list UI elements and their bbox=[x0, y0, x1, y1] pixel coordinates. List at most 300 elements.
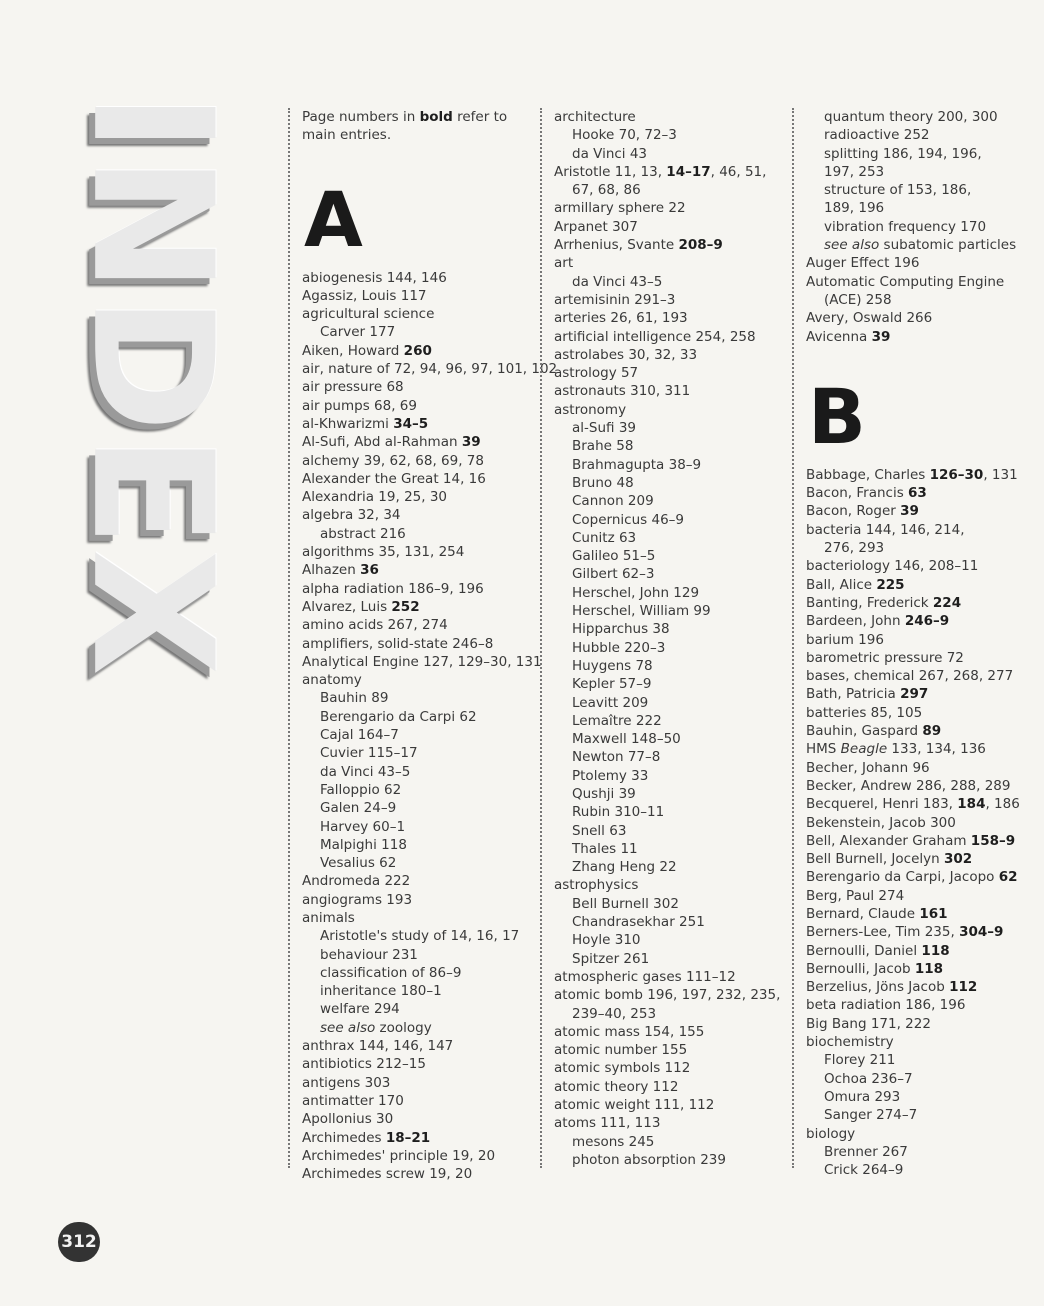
entry-text: Bernoulli, Daniel bbox=[806, 942, 922, 959]
entry-text: al-Khwarizmi bbox=[302, 415, 394, 432]
main-entry-page-ref: 36 bbox=[360, 562, 379, 579]
entry-text: Alhazen bbox=[302, 562, 361, 579]
entry-text: arteries 26, 61, 193 bbox=[554, 310, 688, 327]
entry-text: Brahmagupta 38–9 bbox=[572, 456, 702, 473]
index-subentry bbox=[554, 858, 790, 876]
entry-text: 197, 253 bbox=[824, 163, 885, 180]
entry-text: Crick 264–9 bbox=[824, 1162, 904, 1179]
entry-text: Becher, Johann 96 bbox=[806, 759, 930, 776]
index-subentry bbox=[554, 437, 790, 455]
index-subentry bbox=[554, 474, 790, 492]
entry-text: Alexandria 19, 25, 30 bbox=[302, 489, 448, 506]
entry-text: Herschel, John 129 bbox=[572, 584, 700, 601]
entry-text: atomic weight 111, 112 bbox=[554, 1097, 715, 1114]
entry-text: bases, chemical 267, 268, 277 bbox=[806, 668, 1014, 685]
entry-text: al-Sufi 39 bbox=[572, 420, 636, 437]
index-subentry bbox=[554, 712, 790, 730]
main-entry-page-ref: 18–21 bbox=[385, 1129, 431, 1146]
index-entry bbox=[302, 1110, 542, 1128]
index-subentry bbox=[806, 236, 1036, 254]
entry-text: Hooke 70, 72–3 bbox=[572, 127, 677, 144]
index-entry bbox=[302, 488, 542, 506]
entry-italic-text: Beagle bbox=[840, 741, 888, 758]
index-subentry bbox=[806, 218, 1036, 236]
main-entry-page-ref: 34–5 bbox=[393, 415, 429, 432]
entry-text: Banting, Frederick bbox=[806, 594, 933, 611]
entry-text: antibiotics 212–15 bbox=[302, 1056, 426, 1073]
index-entry bbox=[554, 986, 790, 1004]
index-subentry bbox=[302, 799, 542, 817]
entry-text: mesons 245 bbox=[572, 1133, 655, 1150]
main-entry-page-ref: 260 bbox=[403, 342, 432, 359]
entry-text: anatomy bbox=[302, 672, 362, 689]
entry-text: Hubble 220–3 bbox=[572, 639, 666, 656]
entry-text: abiogenesis 144, 146 bbox=[302, 269, 447, 286]
index-entry bbox=[302, 397, 542, 415]
entry-text: Rubin 310–11 bbox=[572, 804, 665, 821]
entry-text: art bbox=[554, 255, 574, 272]
index-subentry bbox=[554, 602, 790, 620]
index-entry bbox=[302, 671, 542, 689]
index-entry bbox=[806, 309, 1036, 327]
entry-text: Automatic Computing Engine bbox=[806, 273, 1005, 290]
entry-text: astronomy bbox=[554, 401, 627, 418]
index-entry bbox=[554, 254, 790, 272]
entry-text: 67, 68, 86 bbox=[572, 182, 641, 199]
entry-text: vibration frequency 170 bbox=[824, 218, 987, 235]
index-intro-note bbox=[302, 108, 522, 145]
entry-text: Berengario da Carpi 62 bbox=[320, 708, 477, 725]
entry-text: Berengario da Carpi, Jacopo bbox=[806, 869, 999, 886]
index-entry bbox=[554, 218, 790, 236]
entry-text: Arrhenius, Svante bbox=[554, 237, 679, 254]
index-entry bbox=[806, 484, 1036, 502]
index-subentry bbox=[302, 1019, 542, 1037]
entry-text: bacteriology 146, 208–11 bbox=[806, 558, 979, 575]
entry-text: Apollonius 30 bbox=[302, 1111, 394, 1128]
entry-text: atmospheric gases 111–12 bbox=[554, 968, 736, 985]
main-entry-page-ref: 304–9 bbox=[959, 924, 1004, 941]
index-entry bbox=[554, 382, 790, 400]
entry-text: welfare 294 bbox=[320, 1001, 400, 1018]
index-entry bbox=[806, 594, 1036, 612]
entry-text: 239–40, 253 bbox=[572, 1005, 657, 1022]
index-entry bbox=[806, 832, 1036, 850]
entry-text: Hoyle 310 bbox=[572, 932, 641, 949]
index-entry bbox=[554, 876, 790, 894]
main-entry-page-ref: 297 bbox=[900, 686, 929, 703]
index-entry bbox=[302, 287, 542, 305]
entry-text: Bell Burnell, Jocelyn bbox=[806, 851, 944, 868]
entry-text: Ptolemy 33 bbox=[572, 767, 649, 784]
index-subentry bbox=[554, 419, 790, 437]
index-subentry bbox=[554, 785, 790, 803]
index-subentry bbox=[554, 273, 790, 291]
index-entry bbox=[806, 722, 1036, 740]
entry-text: atomic theory 112 bbox=[554, 1078, 679, 1095]
index-subentry bbox=[302, 1000, 542, 1018]
entry-text: Newton 77–8 bbox=[572, 749, 661, 766]
entry-text: Ball, Alice bbox=[806, 576, 877, 593]
entry-text: Kepler 57–9 bbox=[572, 676, 652, 693]
index-entry bbox=[302, 1165, 542, 1183]
entry-text: Analytical Engine 127, 129–30, 131 bbox=[302, 653, 542, 670]
index-entry bbox=[806, 273, 1036, 291]
entry-text: astronauts 310, 311 bbox=[554, 383, 691, 400]
index-subentry bbox=[554, 547, 790, 565]
entry-text: atoms 111, 113 bbox=[554, 1115, 661, 1132]
index-subentry bbox=[554, 895, 790, 913]
main-entry-page-ref: 126–30 bbox=[929, 466, 984, 483]
index-entry bbox=[554, 1096, 790, 1114]
index-subentry bbox=[554, 913, 790, 931]
index-subentry bbox=[806, 1161, 1036, 1179]
index-subentry bbox=[806, 145, 1036, 163]
index-subentry bbox=[302, 836, 542, 854]
entry-text: artificial intelligence 254, 258 bbox=[554, 328, 756, 345]
index-subentry bbox=[302, 982, 542, 1000]
index-entry bbox=[806, 1125, 1036, 1143]
entry-text: air pumps 68, 69 bbox=[302, 397, 417, 414]
entry-text: Brenner 267 bbox=[824, 1143, 908, 1160]
index-subentry bbox=[302, 708, 542, 726]
entry-text: Herschel, William 99 bbox=[572, 603, 711, 620]
entry-text: Bath, Patricia bbox=[806, 686, 901, 703]
index-entry bbox=[302, 616, 542, 634]
index-entry bbox=[806, 814, 1036, 832]
entry-text: Bardeen, John bbox=[806, 613, 905, 630]
index-subentry bbox=[302, 781, 542, 799]
index-entry bbox=[806, 978, 1036, 996]
main-entry-page-ref: 246–9 bbox=[904, 613, 950, 630]
index-subentry bbox=[806, 1088, 1036, 1106]
main-entry-page-ref: 184 bbox=[957, 796, 986, 813]
index-entry bbox=[806, 923, 1036, 941]
index-entry bbox=[302, 561, 542, 579]
entry-text: biochemistry bbox=[806, 1034, 894, 1051]
index-entry bbox=[806, 254, 1036, 272]
entry-text: Carver 177 bbox=[320, 324, 396, 341]
entry-text: , 186 bbox=[985, 796, 1020, 813]
index-subentry bbox=[554, 126, 790, 144]
entry-text: abstract 216 bbox=[320, 525, 406, 542]
index-subentry bbox=[554, 584, 790, 602]
index-subentry bbox=[806, 199, 1036, 217]
entry-text: Aristotle 11, 13, bbox=[554, 163, 667, 180]
entry-text: Cuvier 115–17 bbox=[320, 745, 418, 762]
entry-text: Bacon, Roger bbox=[806, 503, 901, 520]
index-entry bbox=[806, 777, 1036, 795]
index-entry bbox=[806, 685, 1036, 703]
entry-text: Bernoulli, Jacob bbox=[806, 960, 915, 977]
index-subentry bbox=[806, 181, 1036, 199]
index-entry bbox=[806, 759, 1036, 777]
entry-text: astrology 57 bbox=[554, 365, 639, 382]
entry-text: photon absorption 239 bbox=[572, 1151, 726, 1168]
intro-bold-word: bold bbox=[419, 109, 453, 125]
entry-text: structure of 153, 186, bbox=[824, 182, 972, 199]
entry-text: Archimedes bbox=[302, 1129, 386, 1146]
index-entry bbox=[554, 291, 790, 309]
entry-text: Big Bang 171, 222 bbox=[806, 1015, 931, 1032]
entry-text: bacteria 144, 146, 214, bbox=[806, 521, 965, 538]
entry-text: beta radiation 186, 196 bbox=[806, 997, 966, 1014]
entry-text: Zhang Heng 22 bbox=[572, 859, 677, 876]
index-entry bbox=[302, 1147, 542, 1165]
entry-text: Archimedes' principle 19, 20 bbox=[302, 1147, 496, 1164]
entry-text: atomic symbols 112 bbox=[554, 1060, 691, 1077]
index-subentry bbox=[554, 767, 790, 785]
main-entry-page-ref: 39 bbox=[871, 328, 891, 345]
entry-text: batteries 85, 105 bbox=[806, 704, 923, 721]
index-entry bbox=[302, 1129, 542, 1147]
index-entry bbox=[806, 557, 1036, 575]
entry-text: biology bbox=[806, 1125, 856, 1142]
entry-text: barometric pressure 72 bbox=[806, 649, 964, 666]
index-entry bbox=[554, 199, 790, 217]
entry-text: splitting 186, 194, 196, bbox=[824, 145, 982, 162]
entry-text: Ochoa 236–7 bbox=[824, 1070, 913, 1087]
index-entry bbox=[302, 598, 542, 616]
index-entry bbox=[806, 631, 1036, 649]
entry-text: Copernicus 46–9 bbox=[572, 511, 685, 528]
index-entry bbox=[554, 328, 790, 346]
intro-text: Page numbers in bbox=[302, 109, 420, 125]
entry-text: Omura 293 bbox=[824, 1088, 901, 1105]
entry-text: Auger Effect 196 bbox=[806, 255, 920, 272]
index-subentry bbox=[554, 748, 790, 766]
main-entry-page-ref: 39 bbox=[900, 503, 919, 520]
index-entry bbox=[302, 891, 542, 909]
index-entry bbox=[302, 580, 542, 598]
index-subentry bbox=[554, 950, 790, 968]
index-subentry bbox=[302, 946, 542, 964]
entry-text: animals bbox=[302, 909, 355, 926]
entry-text: (ACE) 258 bbox=[824, 291, 892, 308]
entry-text: inheritance 180–1 bbox=[320, 983, 442, 1000]
entry-text: Spitzer 261 bbox=[572, 950, 650, 967]
index-subentry bbox=[806, 1143, 1036, 1161]
index-entry bbox=[302, 342, 542, 360]
index-subentry bbox=[302, 927, 542, 945]
index-entry bbox=[806, 996, 1036, 1014]
index-entry bbox=[806, 576, 1036, 594]
entry-text: Leavitt 209 bbox=[572, 694, 649, 711]
index-entry bbox=[806, 704, 1036, 722]
entry-text: astrolabes 30, 32, 33 bbox=[554, 346, 698, 363]
index-entry bbox=[806, 905, 1036, 923]
entry-text: Bruno 48 bbox=[572, 474, 634, 491]
entry-text: Berzelius, Jöns Jacob bbox=[806, 979, 950, 996]
index-entry bbox=[302, 1037, 542, 1055]
index-subentry bbox=[554, 657, 790, 675]
entry-text: da Vinci 43–5 bbox=[572, 273, 663, 290]
index-subentry bbox=[302, 689, 542, 707]
index-subentry bbox=[554, 181, 790, 199]
index-entry bbox=[302, 470, 542, 488]
index-entry bbox=[806, 502, 1036, 520]
index-entry bbox=[806, 328, 1036, 346]
index-entry bbox=[554, 346, 790, 364]
index-title-strip bbox=[42, 91, 262, 679]
index-entry bbox=[302, 653, 542, 671]
entry-text: Alexander the Great 14, 16 bbox=[302, 470, 486, 487]
index-column-2 bbox=[540, 108, 790, 1168]
entry-text: atomic number 155 bbox=[554, 1042, 688, 1059]
main-entry-page-ref: 39 bbox=[461, 434, 481, 451]
index-entry bbox=[554, 401, 790, 419]
index-entry bbox=[806, 649, 1036, 667]
index-subentry bbox=[302, 964, 542, 982]
entry-text: Becquerel, Henri 183, bbox=[806, 796, 958, 813]
entry-text: Vesalius 62 bbox=[320, 855, 397, 872]
index-entry bbox=[806, 612, 1036, 630]
index-subentry bbox=[806, 1070, 1036, 1088]
main-entry-page-ref: 224 bbox=[932, 594, 962, 611]
entry-text: Bekenstein, Jacob 300 bbox=[806, 814, 956, 831]
entry-text: Cannon 209 bbox=[572, 493, 654, 510]
main-entry-page-ref: 14–17 bbox=[666, 163, 711, 180]
index-entry bbox=[302, 269, 542, 287]
entry-text: amplifiers, solid-state 246–8 bbox=[302, 635, 494, 652]
index-entry bbox=[302, 1074, 542, 1092]
entry-text: Avery, Oswald 266 bbox=[806, 310, 933, 327]
index-entry bbox=[554, 364, 790, 382]
entry-text: algebra 32, 34 bbox=[302, 507, 401, 524]
entry-text: da Vinci 43–5 bbox=[320, 763, 411, 780]
index-entry bbox=[554, 236, 790, 254]
entry-text: Malpighi 118 bbox=[320, 836, 407, 853]
entry-text: da Vinci 43 bbox=[572, 145, 648, 162]
entry-text: Berg, Paul 274 bbox=[806, 887, 905, 904]
entry-text: air pressure 68 bbox=[302, 379, 404, 396]
index-subentry bbox=[554, 529, 790, 547]
entry-text: antigens 303 bbox=[302, 1074, 391, 1091]
entry-text: Arpanet 307 bbox=[554, 218, 638, 235]
index-subentry bbox=[554, 694, 790, 712]
entry-text: Becker, Andrew 286, 288, 289 bbox=[806, 777, 1011, 794]
entry-text: Cunitz 63 bbox=[572, 529, 637, 546]
index-subentry bbox=[554, 803, 790, 821]
index-entry bbox=[554, 1023, 790, 1041]
index-entry bbox=[806, 521, 1036, 539]
index-subentry bbox=[302, 744, 542, 762]
index-subentry bbox=[302, 818, 542, 836]
index-entry bbox=[302, 415, 542, 433]
entry-text: Hipparchus 38 bbox=[572, 621, 670, 638]
main-entry-page-ref: 302 bbox=[944, 851, 973, 868]
index-subentry bbox=[806, 126, 1036, 144]
index-subentry bbox=[554, 511, 790, 529]
entry-text: quantum theory 200, 300 bbox=[824, 109, 998, 125]
entry-text: , 46, 51, bbox=[710, 163, 767, 180]
entry-text: algorithms 35, 131, 254 bbox=[302, 544, 465, 561]
entry-text: Brahe 58 bbox=[572, 438, 634, 455]
index-subentry bbox=[806, 1051, 1036, 1069]
index-subentry bbox=[302, 525, 542, 543]
index-entry bbox=[806, 795, 1036, 813]
entry-text: HMS bbox=[806, 741, 841, 758]
entry-text: Archimedes screw 19, 20 bbox=[302, 1166, 473, 1183]
entry-text: anthrax 144, 146, 147 bbox=[302, 1038, 454, 1055]
entry-text: Harvey 60–1 bbox=[320, 818, 406, 835]
main-entry-page-ref: 63 bbox=[908, 485, 927, 502]
entry-text: Huygens 78 bbox=[572, 657, 653, 674]
entry-text: Bell, Alexander Graham bbox=[806, 832, 971, 849]
index-subentry bbox=[554, 675, 790, 693]
entry-text: Qushji 39 bbox=[572, 785, 636, 802]
index-entry bbox=[302, 378, 542, 396]
main-entry-page-ref: 158–9 bbox=[970, 832, 1016, 849]
entry-text: Babbage, Charles bbox=[806, 466, 930, 483]
entry-text: Galileo 51–5 bbox=[572, 548, 656, 565]
entry-text: Bacon, Francis bbox=[806, 485, 909, 502]
index-subentry bbox=[554, 1151, 790, 1169]
main-entry-page-ref: 161 bbox=[919, 905, 948, 922]
entry-text: Gilbert 62–3 bbox=[572, 566, 655, 583]
index-subentry bbox=[806, 108, 1036, 126]
entry-text: atomic mass 154, 155 bbox=[554, 1023, 705, 1040]
entry-text: Bauhin 89 bbox=[320, 690, 389, 707]
index-entry bbox=[554, 163, 790, 181]
entry-text: artemisinin 291–3 bbox=[554, 291, 676, 308]
index-subentry bbox=[554, 620, 790, 638]
entry-text: air, nature of 72, 94, 96, 97, 101, 102 bbox=[302, 361, 558, 378]
index-entry bbox=[806, 1033, 1036, 1051]
entry-text: Florey 211 bbox=[824, 1052, 896, 1069]
entry-text: Avicenna bbox=[806, 328, 872, 345]
entry-text: , 131 bbox=[983, 466, 1018, 483]
entry-text: Al-Sufi, Abd al-Rahman bbox=[302, 434, 462, 451]
index-entry bbox=[554, 1041, 790, 1059]
index-subentry bbox=[806, 1106, 1036, 1124]
entry-text: Aiken, Howard bbox=[302, 342, 404, 359]
index-entry bbox=[554, 309, 790, 327]
index-entry bbox=[554, 1059, 790, 1077]
index-entry bbox=[806, 887, 1036, 905]
entry-text: Bauhin, Gaspard bbox=[806, 723, 923, 740]
entry-text: Cajal 164–7 bbox=[320, 727, 399, 744]
index-entry bbox=[554, 108, 790, 126]
index-entry bbox=[554, 1078, 790, 1096]
main-entry-page-ref: 118 bbox=[921, 942, 950, 959]
index-subentry bbox=[554, 822, 790, 840]
section-letter-b: B bbox=[808, 371, 866, 461]
entry-text: 189, 196 bbox=[824, 200, 885, 217]
entry-text: antimatter 170 bbox=[302, 1092, 404, 1109]
index-entry bbox=[554, 968, 790, 986]
index-subentry bbox=[302, 726, 542, 744]
index-subentry bbox=[554, 1005, 790, 1023]
index-subentry bbox=[554, 639, 790, 657]
index-subentry bbox=[554, 931, 790, 949]
index-subentry bbox=[302, 854, 542, 872]
index-entry bbox=[806, 868, 1036, 886]
index-entry bbox=[302, 506, 542, 524]
section-letter-a: A bbox=[304, 174, 363, 264]
entry-text: astrophysics bbox=[554, 877, 639, 894]
index-subentry bbox=[554, 492, 790, 510]
index-subentry bbox=[806, 539, 1036, 557]
cross-reference-label: see also bbox=[320, 1019, 376, 1036]
entry-text: Falloppio 62 bbox=[320, 781, 402, 798]
entry-text: alpha radiation 186–9, 196 bbox=[302, 580, 484, 597]
intro-text: refer to main entries. bbox=[302, 109, 508, 144]
cross-reference-label: see also bbox=[824, 237, 880, 254]
index-entry bbox=[806, 667, 1036, 685]
index-entry bbox=[302, 305, 542, 323]
index-entry bbox=[806, 1015, 1036, 1033]
